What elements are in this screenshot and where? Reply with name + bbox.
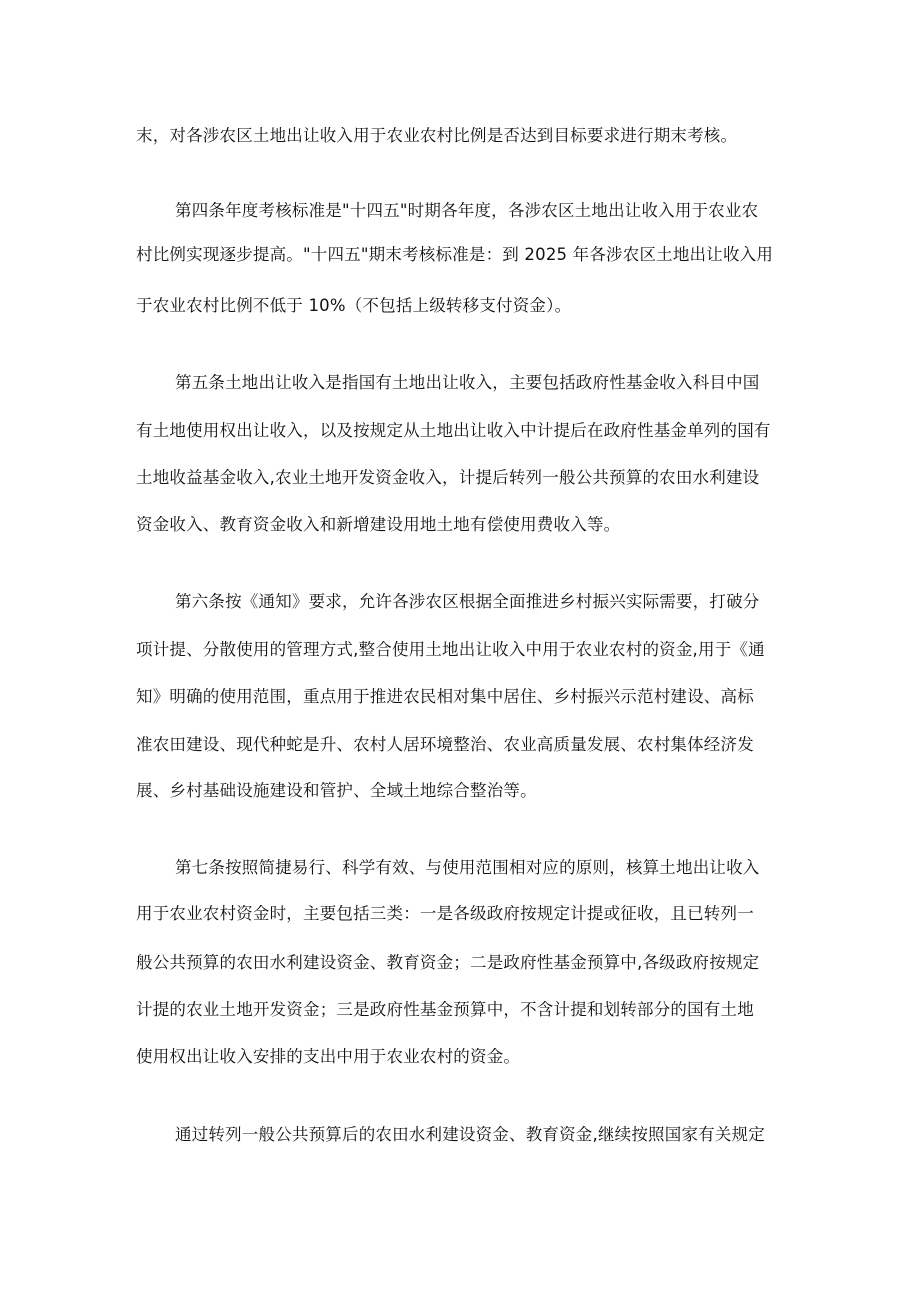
paragraph-2-line-2: 村比例实现逐步提高。"十四五"期末考核标准是：到 2025 年各涉农区土地出让收入用	[136, 245, 774, 264]
paragraph-2-line-1: 第四条年度考核标准是"十四五"时期各年度，各涉农区土地出让收入用于农业农	[175, 201, 759, 220]
paragraph-4-line-2: 项计提、分散使用的管理方式,整合使用土地出让收入中用于农业农村的资金,用于《通	[136, 640, 765, 659]
paragraph-4-line-1: 第六条按《通知》要求，允许各涉农区根据全面推进乡村振兴实际需要，打破分	[175, 592, 760, 611]
paragraph-3-line-2: 有土地使用权出让收入，以及按规定从土地出让收入中计提后在政府性基金单列的国有	[136, 421, 771, 440]
paragraph-4-line-5: 展、乡村基础设施建设和管护、全域土地综合整治等。	[136, 781, 537, 800]
paragraph-5-line-3: 般公共预算的农田水利建设资金、教育资金；二是政府性基金预算中,各级政府按规定	[136, 953, 760, 972]
paragraph-5-line-2: 用于农业农村资金时，主要包括三类：一是各级政府按规定计提或征收，且已转列一	[136, 904, 754, 923]
paragraph-3-line-1: 第五条土地出让收入是指国有土地出让收入，主要包括政府性基金收入科目中国	[175, 373, 760, 392]
paragraph-4-line-3: 知》明确的使用范围，重点用于推进农民相对集中居住、乡村振兴示范村建设、高标	[136, 687, 754, 706]
paragraph-2-line-3: 于农业农村比例不低于 10%（不包括上级转移支付资金）。	[136, 296, 572, 315]
paragraph-5-line-4: 计提的农业土地开发资金；三是政府性基金预算中，不含计提和划转部分的国有土地	[136, 1000, 754, 1019]
paragraph-5-line-5: 使用权出让收入安排的支出中用于农业农村的资金。	[136, 1047, 521, 1066]
paragraph-5-line-1: 第七条按照简捷易行、科学有效、与使用范围相对应的原则，核算土地出让收入	[175, 858, 760, 877]
paragraph-3-line-4: 资金收入、教育资金收入和新增建设用地土地有偿使用费收入等。	[136, 515, 621, 534]
paragraph-4-line-4: 准农田建设、现代种蛇是升、农村人居环境整治、农业高质量发展、农村集体经济发	[136, 735, 754, 754]
paragraph-1-line-1: 末，对各涉农区土地出让收入用于农业农村比例是否达到目标要求进行期末考核。	[136, 126, 738, 145]
paragraph-6-line-1: 通过转列一般公共预算后的农田水利建设资金、教育资金,继续按照国家有关规定	[175, 1125, 765, 1144]
paragraph-3-line-3: 土地收益基金收入,农业土地开发资金收入，计提后转列一般公共预算的农田水利建设	[136, 468, 760, 487]
